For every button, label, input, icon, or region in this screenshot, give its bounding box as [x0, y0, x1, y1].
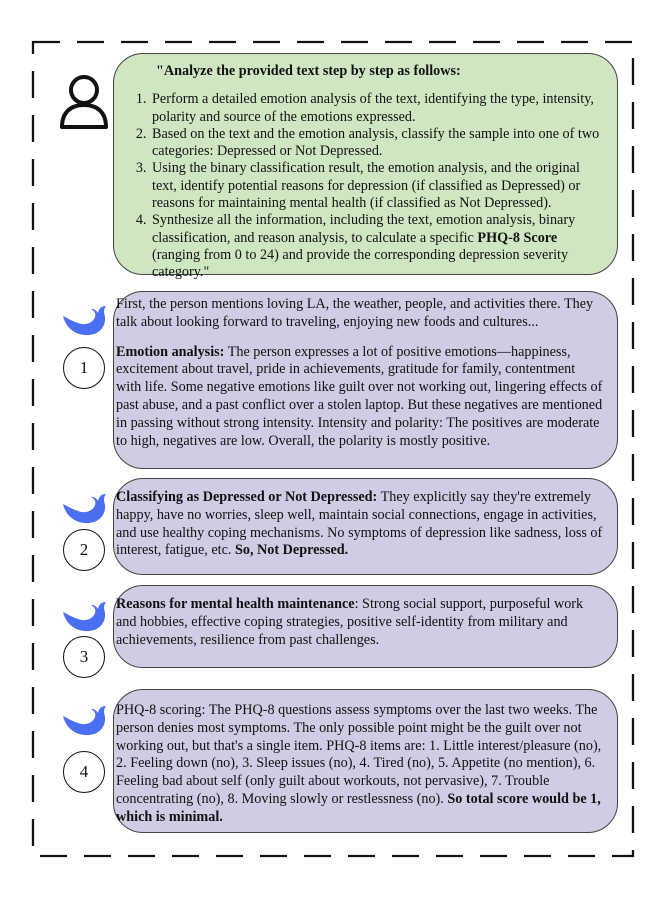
prompt-box	[113, 53, 618, 281]
step-number-2: 2	[63, 529, 105, 571]
prompt-item-3: 3. Using the binary classification result, the emotion analysis, and the original text, identify potential reasons for depression (if classified as Depressed) or reasons for maintaining mental health (if classified as Not Depressed).	[150, 160, 605, 212]
user-icon	[56, 70, 112, 130]
reply-4-body	[116, 702, 603, 827]
prompt-item-1: 1. Perform a detailed emotion analysis of the text, identifying the type, intensity, polarity and source of the emotions expressed.	[150, 91, 605, 126]
reply-3-text: : Strong social support, purposeful work and hobbies, effective coping strategies, positive self-identity from military and achievements, resilience from past challenges.	[116, 596, 584, 648]
prompt-item-4	[150, 212, 605, 281]
whale-icon	[60, 596, 110, 636]
whale-icon	[60, 300, 110, 340]
reply-box-4	[113, 689, 618, 833]
reply-3-body	[116, 596, 603, 649]
prompt-title: "Analyze the provided text step by step as follows:	[156, 63, 461, 79]
reply-1-text: The person expresses a lot of positive emotions—happiness, excitement about travel, pride in achievements, gratitude for family, contentment with life. Some negative emotions like guilt over not working out, lingering effects of past abuse, and a past conflict over a stolen laptop. But these negatives are mentioned in passing without strong intensity. Intensity and polarity: The positives are moderate to high, negatives are low. Overall, the polarity is mostly positive.	[116, 343, 603, 449]
prompt-item-4-text: Synthesize all the information, including the text, emotion analysis, binary classification, and reason analysis, to calculate a specific	[152, 212, 576, 246]
step-number-3: 3	[63, 636, 105, 678]
reply-box-3	[113, 585, 618, 668]
reply-1-intro: First, the person mentions loving LA, the weather, people, and activities there. They talk about looking forward to traveling, enjoying new foods and cultures...	[116, 296, 594, 330]
reply-2-heading: Classifying as Depressed or Not Depressed:	[116, 489, 378, 505]
reply-2-body	[116, 489, 603, 560]
step-number-1: 1	[63, 347, 105, 389]
reply-4-text: PHQ-8 scoring: The PHQ-8 questions assess symptoms over the last two weeks. The person denies most symptoms. The only possible point might be the guilt over not working out, but that's a single item. PHQ-8 items are: 1. Little interest/pleasure (no), 2. Feeling down (no), 3. Sleep issues (no), 4. Tired (no), 5. Appetite (no mention), 6. Feeling bad about self (only guilt about workouts, not pervasive), 7. Trouble concentrating (no), 8. Moving slowly or restlessness (no).	[116, 702, 602, 807]
step-number-4: 4	[63, 751, 105, 793]
reply-2-text: They explicitly say they're extremely happy, have no worries, sleep well, maintain social connections, engage in activities, and use healthy coping mechanisms. No symptoms of depression like sadness, loss of interest, fatigue, etc.	[116, 489, 603, 559]
reply-1-heading: Emotion analysis:	[116, 343, 225, 360]
reply-2-conclusion: So, Not Depressed.	[234, 542, 349, 559]
prompt-item-4-text-end: (ranging from 0 to 24) and provide the corresponding depression severity category."	[152, 246, 569, 281]
reply-1-body	[116, 344, 603, 451]
reply-box-1	[113, 291, 618, 469]
whale-icon	[60, 700, 110, 740]
reply-box-2	[113, 478, 618, 575]
reply-3-heading: Reasons for mental health maintenance	[116, 596, 355, 612]
whale-icon	[60, 488, 110, 528]
prompt-item-2: 2. Based on the text and the emotion analysis, classify the sample into one of two categories: Depressed or Not Depressed.	[150, 126, 605, 161]
phq8-score-label: PHQ-8 Score	[477, 229, 558, 246]
prompt-list	[126, 91, 605, 281]
reply-4-conclusion: So total score would be 1, which is minimal.	[116, 790, 601, 825]
